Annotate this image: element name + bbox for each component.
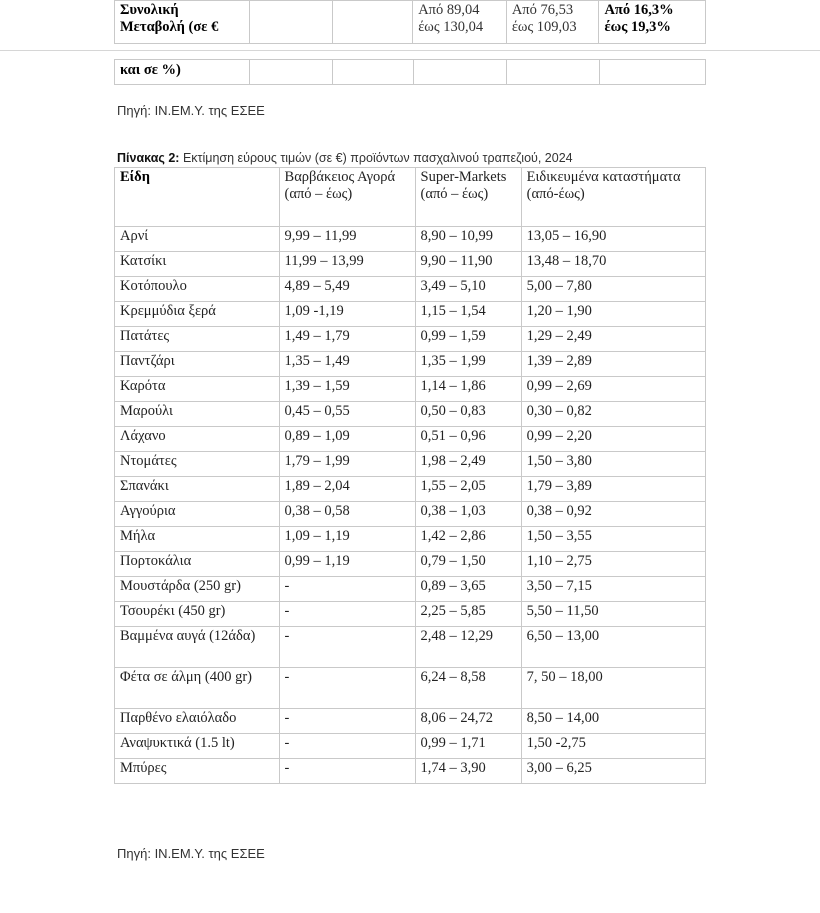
- table-row: [115, 302, 706, 327]
- price-range-cell: 0,99 – 1,59: [415, 327, 521, 352]
- table-row: [115, 668, 706, 709]
- source-note: Πηγή: ΙΝ.ΕΜ.Υ. της ΕΣΕΕ: [117, 103, 265, 118]
- row-label: Συνολική Μεταβολή (σε €: [115, 1, 250, 44]
- price-range-cell: 1,39 – 1,59: [279, 377, 415, 402]
- column-header: Super-Markets (από – έως): [415, 168, 521, 227]
- price-range-cell: 1,29 – 2,49: [521, 327, 705, 352]
- price-range-cell: 8,90 – 10,99: [415, 227, 521, 252]
- table-row: [115, 709, 706, 734]
- product-name-cell: Μήλα: [115, 527, 280, 552]
- table-row: [115, 402, 706, 427]
- table-cell: [332, 1, 412, 44]
- product-name-cell: Αρνί: [115, 227, 280, 252]
- product-name-cell: Τσουρέκι (450 gr): [115, 602, 280, 627]
- price-range-cell: 0,99 – 2,20: [521, 427, 705, 452]
- table-cell: [250, 1, 332, 44]
- caption-label: Πίνακας 2:: [117, 151, 180, 165]
- table-header-row: [115, 168, 706, 227]
- price-range-cell: 1,89 – 2,04: [279, 477, 415, 502]
- table-row: [115, 552, 706, 577]
- price-range-cell: 1,42 – 2,86: [415, 527, 521, 552]
- page-divider: [0, 50, 820, 51]
- table-cell: [599, 60, 705, 85]
- price-range-cell: 0,45 – 0,55: [279, 402, 415, 427]
- price-range-cell: 1,09 -1,19: [279, 302, 415, 327]
- table-row: [115, 577, 706, 602]
- price-range-table: [114, 167, 706, 784]
- product-name-cell: Πορτοκάλια: [115, 552, 280, 577]
- price-range-cell: 0,99 – 1,19: [279, 552, 415, 577]
- product-name-cell: Λάχανο: [115, 427, 280, 452]
- price-range-cell: 1,50 -2,75: [521, 734, 705, 759]
- price-range-cell: 0,79 – 1,50: [415, 552, 521, 577]
- product-name-cell: Αγγούρια: [115, 502, 280, 527]
- table-row: [115, 1, 706, 44]
- price-range-cell: 0,38 – 0,92: [521, 502, 705, 527]
- price-range-cell: -: [279, 668, 415, 709]
- price-range-cell: 1,98 – 2,49: [415, 452, 521, 477]
- table-row: [115, 227, 706, 252]
- price-range-cell: -: [279, 709, 415, 734]
- price-range-cell: 8,50 – 14,00: [521, 709, 705, 734]
- price-range-cell: 1,10 – 2,75: [521, 552, 705, 577]
- table-row: [115, 502, 706, 527]
- price-range-cell: 1,74 – 3,90: [415, 759, 521, 784]
- product-name-cell: Μουστάρδα (250 gr): [115, 577, 280, 602]
- product-name-cell: Μπύρες: [115, 759, 280, 784]
- price-range-cell: 3,50 – 7,15: [521, 577, 705, 602]
- table-row: [115, 602, 706, 627]
- row-label: και σε %): [115, 60, 250, 85]
- product-name-cell: Φέτα σε άλμη (400 gr): [115, 668, 280, 709]
- product-name-cell: Πατάτες: [115, 327, 280, 352]
- table-row: [115, 352, 706, 377]
- table-row: [115, 427, 706, 452]
- price-range-cell: 11,99 – 13,99: [279, 252, 415, 277]
- price-range-cell: 7, 50 – 18,00: [521, 668, 705, 709]
- price-range-cell: 5,50 – 11,50: [521, 602, 705, 627]
- table-row: [115, 377, 706, 402]
- column-header: Βαρβάκειος Αγορά (από – έως): [279, 168, 415, 227]
- product-name-cell: Ντομάτες: [115, 452, 280, 477]
- price-range-cell: 1,35 – 1,49: [279, 352, 415, 377]
- table-cell: Από 89,04 έως 130,04: [413, 1, 507, 44]
- table-cell: Από 76,53 έως 109,03: [506, 1, 599, 44]
- price-range-cell: 1,14 – 1,86: [415, 377, 521, 402]
- table-caption: [117, 151, 573, 165]
- caption-text: Εκτίμηση εύρους τιμών (σε €) προϊόντων πασχαλινού τραπεζιού, 2024: [179, 151, 573, 165]
- table-row: [115, 527, 706, 552]
- price-range-cell: 6,50 – 13,00: [521, 627, 705, 668]
- table-cell: [250, 60, 333, 85]
- product-name-cell: Σπανάκι: [115, 477, 280, 502]
- price-range-cell: 13,05 – 16,90: [521, 227, 705, 252]
- price-range-cell: 8,06 – 24,72: [415, 709, 521, 734]
- table-row: [115, 452, 706, 477]
- price-range-cell: 0,38 – 0,58: [279, 502, 415, 527]
- price-range-cell: 1,79 – 3,89: [521, 477, 705, 502]
- table-row: [115, 252, 706, 277]
- table-cell: [413, 60, 507, 85]
- table-row: [115, 734, 706, 759]
- column-header: Ειδικευμένα καταστήματα (από-έως): [521, 168, 705, 227]
- source-note: Πηγή: ΙΝ.ΕΜ.Υ. της ΕΣΕΕ: [117, 846, 265, 861]
- price-range-cell: 1,39 – 2,89: [521, 352, 705, 377]
- product-name-cell: Αναψυκτικά (1.5 lt): [115, 734, 280, 759]
- price-range-cell: 0,99 – 1,71: [415, 734, 521, 759]
- price-range-cell: 4,89 – 5,49: [279, 277, 415, 302]
- price-range-cell: 1,09 – 1,19: [279, 527, 415, 552]
- price-range-cell: -: [279, 577, 415, 602]
- product-name-cell: Κατσίκι: [115, 252, 280, 277]
- product-name-cell: Παντζάρι: [115, 352, 280, 377]
- price-range-cell: 1,79 – 1,99: [279, 452, 415, 477]
- table-row: [115, 60, 706, 85]
- column-header: Είδη: [115, 168, 280, 227]
- table-row: [115, 627, 706, 668]
- product-name-cell: Καρότα: [115, 377, 280, 402]
- price-range-cell: 1,35 – 1,99: [415, 352, 521, 377]
- price-range-cell: 3,49 – 5,10: [415, 277, 521, 302]
- product-name-cell: Παρθένο ελαιόλαδο: [115, 709, 280, 734]
- price-range-cell: 5,00 – 7,80: [521, 277, 705, 302]
- price-range-cell: 1,55 – 2,05: [415, 477, 521, 502]
- price-range-cell: 0,50 – 0,83: [415, 402, 521, 427]
- table-row: [115, 277, 706, 302]
- summary-table-continuation: [114, 59, 706, 85]
- price-range-cell: 0,38 – 1,03: [415, 502, 521, 527]
- price-range-cell: 0,89 – 3,65: [415, 577, 521, 602]
- product-name-cell: Βαμμένα αυγά (12άδα): [115, 627, 280, 668]
- price-range-cell: 2,48 – 12,29: [415, 627, 521, 668]
- price-range-cell: 9,99 – 11,99: [279, 227, 415, 252]
- price-range-cell: -: [279, 627, 415, 668]
- price-range-cell: 0,30 – 0,82: [521, 402, 705, 427]
- price-range-cell: 0,99 – 2,69: [521, 377, 705, 402]
- price-range-cell: 0,89 – 1,09: [279, 427, 415, 452]
- table-cell: Από 16,3% έως 19,3%: [599, 1, 706, 44]
- price-range-cell: 1,15 – 1,54: [415, 302, 521, 327]
- price-range-cell: 6,24 – 8,58: [415, 668, 521, 709]
- price-range-cell: 2,25 – 5,85: [415, 602, 521, 627]
- table-row: [115, 477, 706, 502]
- price-range-cell: -: [279, 734, 415, 759]
- price-range-cell: 9,90 – 11,90: [415, 252, 521, 277]
- table-row: [115, 759, 706, 784]
- table-cell: [507, 60, 600, 85]
- price-range-cell: -: [279, 759, 415, 784]
- price-range-cell: 3,00 – 6,25: [521, 759, 705, 784]
- price-range-cell: -: [279, 602, 415, 627]
- product-name-cell: Κρεμμύδια ξερά: [115, 302, 280, 327]
- summary-table: [114, 0, 706, 44]
- price-range-cell: 1,50 – 3,80: [521, 452, 705, 477]
- price-range-cell: 0,51 – 0,96: [415, 427, 521, 452]
- price-range-cell: 1,20 – 1,90: [521, 302, 705, 327]
- product-name-cell: Κοτόπουλο: [115, 277, 280, 302]
- price-range-cell: 1,49 – 1,79: [279, 327, 415, 352]
- table-row: [115, 327, 706, 352]
- price-range-cell: 13,48 – 18,70: [521, 252, 705, 277]
- table-cell: [332, 60, 413, 85]
- product-name-cell: Μαρούλι: [115, 402, 280, 427]
- price-range-cell: 1,50 – 3,55: [521, 527, 705, 552]
